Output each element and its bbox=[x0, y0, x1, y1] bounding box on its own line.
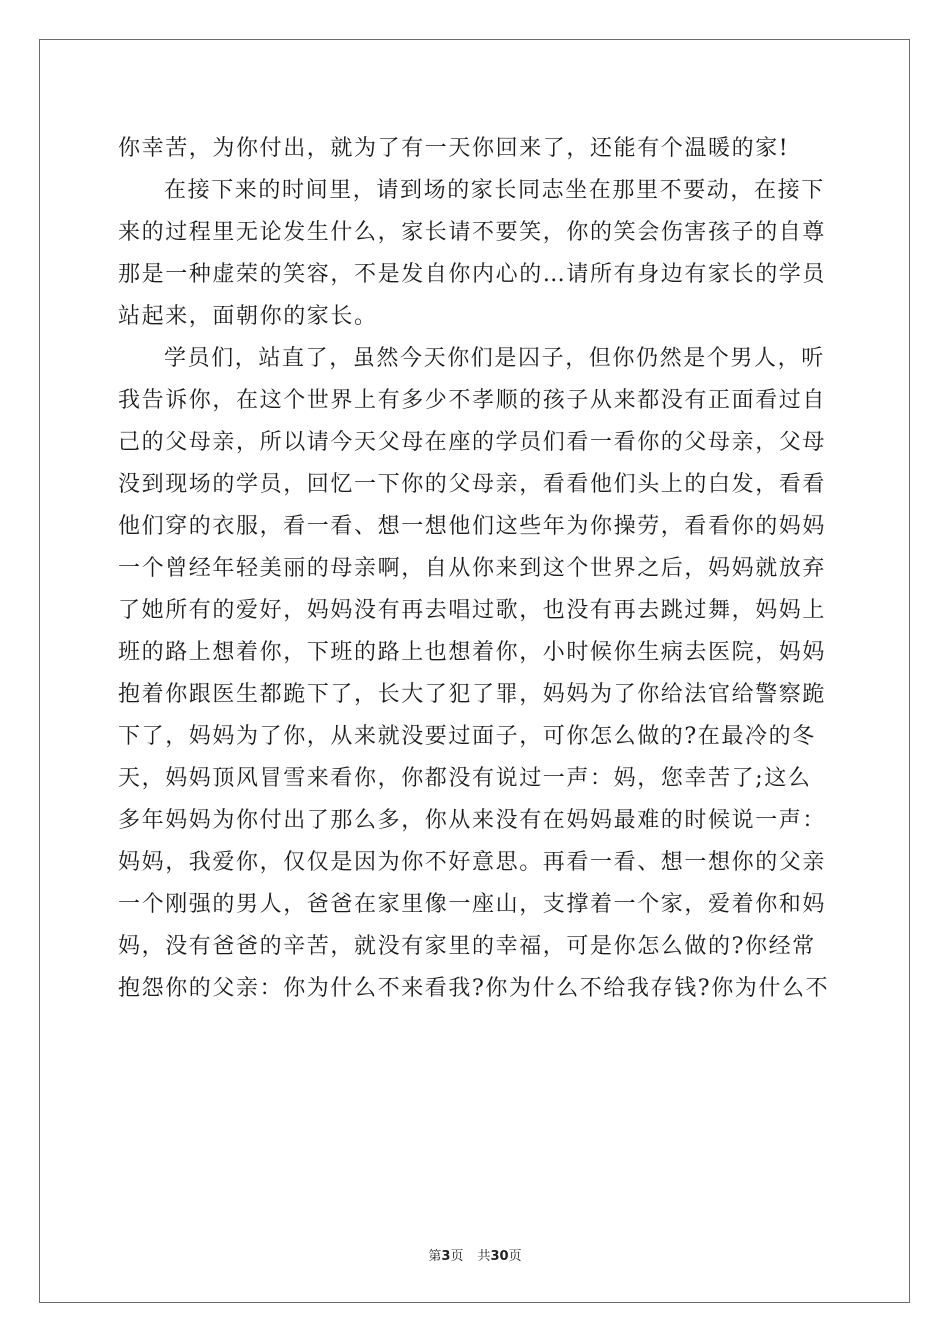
page-suffix: 页 bbox=[450, 1249, 464, 1264]
text-line: 妈，没有爸爸的辛苦，就没有家里的幸福，可是你怎么做的?你经常 bbox=[118, 934, 816, 959]
text-line: 他们穿的衣服，看一看、想一想他们这些年为你操劳，看看你的妈妈 bbox=[118, 514, 827, 539]
text-line: 在接下来的时间里，请到场的家长同志坐在那里不要动，在接下 bbox=[164, 178, 825, 203]
text-line: 来的过程里无论发生什么，家长请不要笑，你的笑会伤害孩子的自尊 bbox=[118, 220, 827, 245]
text-line: 下了，妈妈为了你，从来就没要过面子，可你怎么做的?在最冷的冬 bbox=[118, 724, 816, 749]
text-line: 我告诉你，在这个世界上有多少不孝顺的孩子从来都没有正面看过自 bbox=[118, 388, 827, 413]
text-line: 一个曾经年轻美丽的母亲啊，自从你来到这个世界之后，妈妈就放弃 bbox=[118, 556, 827, 581]
text-line: 你幸苦，为你付出，就为了有一天你回来了，还能有个温暖的家! bbox=[118, 136, 790, 161]
page-prefix: 第 bbox=[428, 1249, 442, 1264]
text-line: 妈妈，我爱你，仅仅是因为你不好意思。再看一看、想一想你的父亲 bbox=[118, 850, 827, 875]
text-line: 站起来，面朝你的家长。 bbox=[118, 304, 378, 329]
total-pages: 30 bbox=[490, 1249, 509, 1264]
text-line: 了她所有的爱好，妈妈没有再去唱过歌，也没有再去跳过舞，妈妈上 bbox=[118, 598, 827, 623]
document-body bbox=[118, 128, 833, 1010]
text-line: 班的路上想着你，下班的路上也想着你，小时候你生病去医院，妈妈 bbox=[118, 640, 827, 665]
text-line: 学员们，站直了，虽然今天你们是囚子，但你仍然是个男人，听 bbox=[164, 346, 825, 371]
page-number: 3 bbox=[441, 1249, 451, 1264]
total-suffix: 页 bbox=[508, 1249, 522, 1264]
text-line: 己的父母亲，所以请今天父母在座的学员们看一看你的父母亲，父母 bbox=[118, 430, 827, 455]
text-line: 一个刚强的男人，爸爸在家里像一座山，支撑着一个家，爱着你和妈 bbox=[118, 892, 827, 917]
text-line: 天，妈妈顶风冒雪来看你，你都没有说过一声：妈，您幸苦了;这么 bbox=[118, 766, 812, 791]
text-line: 没到现场的学员，回忆一下你的父母亲，看看他们头上的白发，看看 bbox=[118, 472, 827, 497]
text-line: 多年妈妈为你付出了那么多，你从来没有在妈妈最难的时候说一声： bbox=[118, 808, 827, 833]
page-footer bbox=[0, 1245, 950, 1264]
total-prefix: 共 bbox=[477, 1249, 491, 1264]
text-line: 抱怨你的父亲：你为什么不来看我?你为什么不给我存钱?你为什么不 bbox=[118, 976, 830, 1001]
text-line: 抱着你跟医生都跪下了，长大了犯了罪，妈妈为了你给法官给警察跪 bbox=[118, 682, 827, 707]
text-line: 那是一种虚荣的笑容，不是发自你内心的…请所有身边有家长的学员 bbox=[118, 262, 827, 287]
